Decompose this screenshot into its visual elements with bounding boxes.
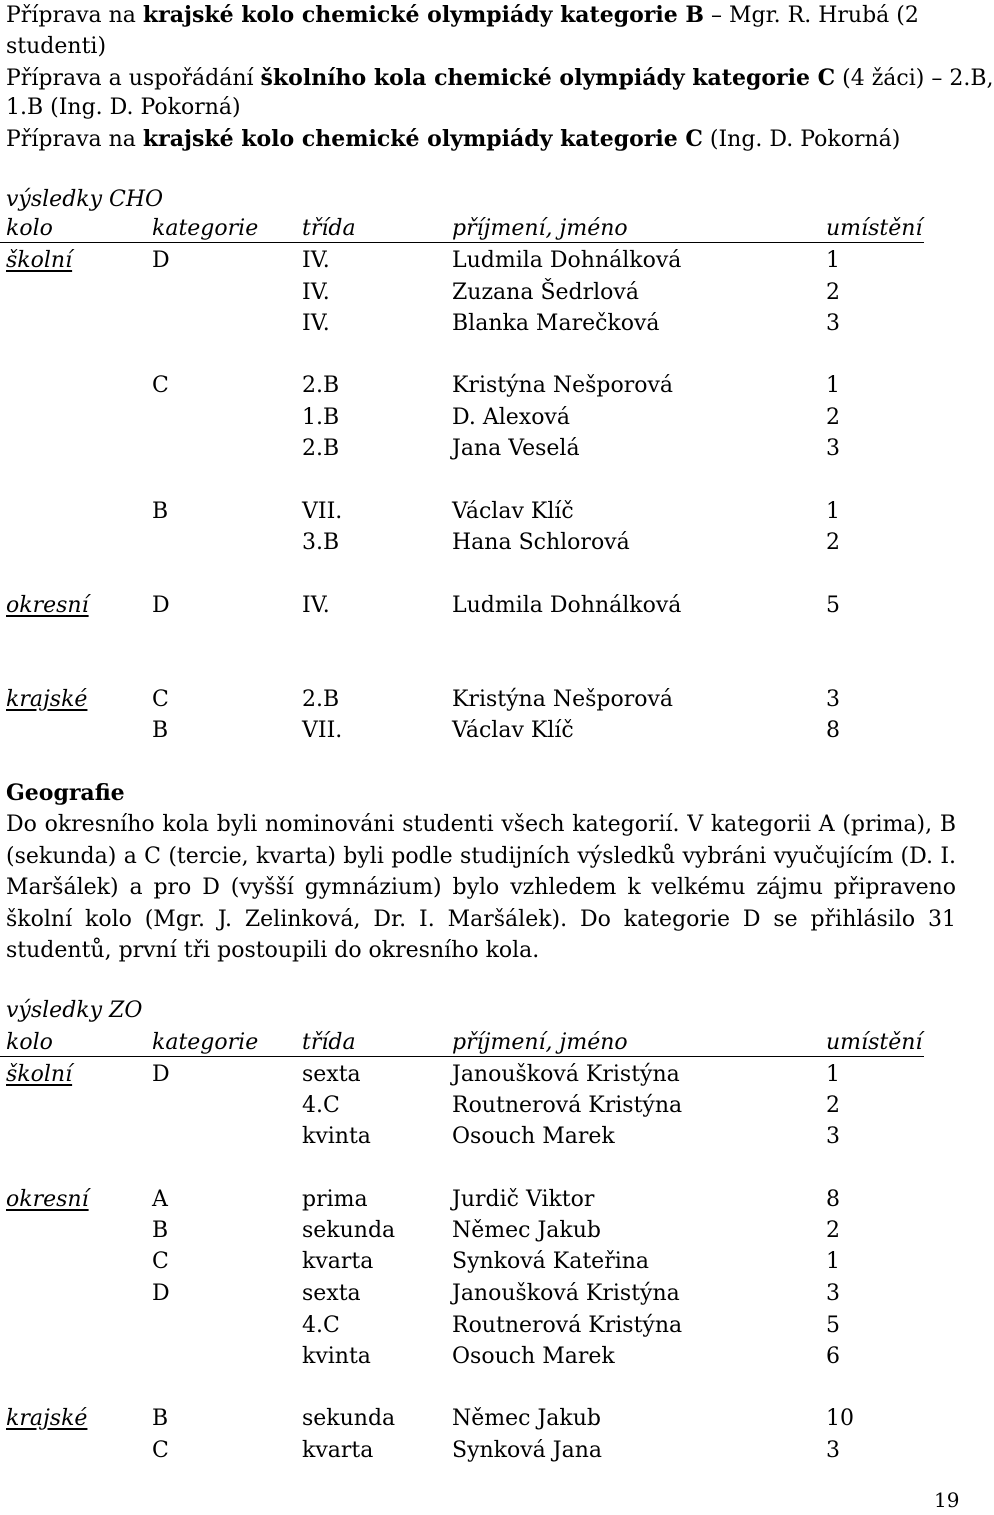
table-row xyxy=(0,1342,960,1372)
cell-umisteni: 1 xyxy=(826,1249,840,1274)
cell-trida: IV. xyxy=(302,280,330,305)
cell-kolo: okresní xyxy=(6,1187,89,1212)
table-row xyxy=(0,1122,960,1152)
intro-line-5 xyxy=(6,125,900,154)
cell-jmeno: Kristýna Nešporová xyxy=(452,687,674,712)
table-row xyxy=(0,1091,960,1121)
cell-kategorie: C xyxy=(152,1249,169,1274)
cell-umisteni: 2 xyxy=(826,1218,840,1243)
cell-jmeno: Jurdič Viktor xyxy=(452,1187,595,1212)
cell-kategorie: D xyxy=(152,1062,170,1087)
cell-umisteni: 2 xyxy=(826,280,840,305)
cell-trida: kvarta xyxy=(302,1249,374,1274)
header-umisteni: umístění xyxy=(826,1030,923,1055)
table-row xyxy=(0,309,960,339)
intro-line-3 xyxy=(6,64,994,93)
table-row xyxy=(0,403,960,433)
header-kategorie: kategorie xyxy=(152,216,259,241)
cell-trida: sexta xyxy=(302,1062,361,1087)
cell-umisteni: 5 xyxy=(826,593,840,618)
cell-kolo: krajské xyxy=(6,687,88,712)
header-kolo: kolo xyxy=(6,1030,53,1055)
table-row xyxy=(0,528,960,558)
zo-header-rule xyxy=(0,1056,924,1057)
cell-trida: 3.B xyxy=(302,530,340,555)
cell-umisteni: 5 xyxy=(826,1313,840,1338)
cell-trida: 2.B xyxy=(302,687,340,712)
zo-title: výsledky ZO xyxy=(6,998,143,1023)
cell-trida: kvinta xyxy=(302,1124,371,1149)
cell-kategorie: D xyxy=(152,248,170,273)
intro-bold: školního kola chemické olympiády kategorie C xyxy=(260,65,836,91)
cell-jmeno: Janoušková Kristýna xyxy=(452,1281,680,1306)
intro-text: (4 žáci) – 2.B, xyxy=(835,66,994,91)
cho-header-row xyxy=(0,214,960,244)
cell-kategorie: B xyxy=(152,499,169,524)
cell-jmeno: Synková Jana xyxy=(452,1438,603,1463)
section-heading xyxy=(6,779,125,808)
cell-jmeno: Hana Schlorová xyxy=(452,530,630,555)
cell-jmeno: Routnerová Kristýna xyxy=(452,1093,683,1118)
header-kolo: kolo xyxy=(6,216,53,241)
cho-header-rule xyxy=(0,242,924,243)
table-row xyxy=(0,1311,960,1341)
table-row xyxy=(0,246,960,276)
cell-umisteni: 3 xyxy=(826,1281,840,1306)
intro-text: – Mgr. R. Hrubá (2 xyxy=(703,3,919,28)
cell-kategorie: C xyxy=(152,1438,169,1463)
cell-umisteni: 3 xyxy=(826,1438,840,1463)
cell-umisteni: 2 xyxy=(826,530,840,555)
cell-kolo: okresní xyxy=(6,593,89,618)
intro-text: 1.B (Ing. D. Pokorná) xyxy=(6,95,241,120)
cell-trida: 2.B xyxy=(302,373,340,398)
intro-text: Příprava a uspořádání xyxy=(6,66,261,91)
table-row xyxy=(0,497,960,527)
intro-line-2 xyxy=(6,33,106,61)
cell-umisteni: 3 xyxy=(826,687,840,712)
table-row xyxy=(0,1247,960,1277)
cell-jmeno: Ludmila Dohnálková xyxy=(452,593,682,618)
cell-kategorie: B xyxy=(152,1218,169,1243)
table-row xyxy=(0,371,960,401)
cell-trida: prima xyxy=(302,1187,368,1212)
zo-header-row xyxy=(0,1028,960,1058)
intro-text: Příprava na xyxy=(6,3,143,28)
table-row xyxy=(0,591,960,621)
cell-kategorie: D xyxy=(152,593,170,618)
cell-jmeno: Václav Klíč xyxy=(452,499,574,524)
cell-jmeno: Janoušková Kristýna xyxy=(452,1062,680,1087)
cell-kolo: krajské xyxy=(6,1406,88,1431)
cell-jmeno: Ludmila Dohnálková xyxy=(452,248,682,273)
cell-jmeno: Němec Jakub xyxy=(452,1406,601,1431)
cell-trida: VII. xyxy=(302,499,343,524)
cell-umisteni: 1 xyxy=(826,248,840,273)
intro-text: Příprava na xyxy=(6,127,143,152)
cell-jmeno: Blanka Marečková xyxy=(452,311,660,336)
cho-title: výsledky CHO xyxy=(6,187,164,212)
header-trida: třída xyxy=(302,1030,356,1055)
cell-trida: 1.B xyxy=(302,405,340,430)
intro-text: studenti) xyxy=(6,34,107,59)
cell-jmeno: Osouch Marek xyxy=(452,1124,615,1149)
cell-umisteni: 2 xyxy=(826,405,840,430)
table-row xyxy=(0,278,960,308)
header-jmeno: příjmení, jméno xyxy=(452,216,628,241)
intro-text: (Ing. D. Pokorná) xyxy=(702,127,901,152)
cell-umisteni: 8 xyxy=(826,1187,840,1212)
cell-trida: 2.B xyxy=(302,436,340,461)
cell-jmeno: Václav Klíč xyxy=(452,718,574,743)
header-kategorie: kategorie xyxy=(152,1030,259,1055)
table-row xyxy=(0,1436,960,1466)
cell-jmeno: Kristýna Nešporová xyxy=(452,373,674,398)
intro-bold: krajské kolo chemické olympiády kategorie B xyxy=(142,2,704,28)
cell-kolo: školní xyxy=(6,1062,73,1087)
table-row xyxy=(0,1060,960,1090)
table-row xyxy=(0,1279,960,1309)
cell-trida: 4.C xyxy=(302,1313,340,1338)
cell-umisteni: 2 xyxy=(826,1093,840,1118)
cell-kategorie: B xyxy=(152,1406,169,1431)
cell-jmeno: Němec Jakub xyxy=(452,1218,601,1243)
cell-umisteni: 1 xyxy=(826,373,840,398)
cell-kategorie: C xyxy=(152,687,169,712)
header-trida: třída xyxy=(302,216,356,241)
cell-umisteni: 6 xyxy=(826,1344,840,1369)
cell-kategorie: B xyxy=(152,718,169,743)
cell-umisteni: 1 xyxy=(826,1062,840,1087)
geografie-paragraph: Do okresního kola byli nominováni studenti všech kategorií. V kategorii A (prima), B (sekunda) a C (tercie, kvarta) byli podle studijních výsledků vybráni vyučujícím (D. I. Maršálek) a pro D (vyšší gymnázium) bylo vzhledem k velkému zájmu připraveno školní kolo (Mgr. J. Zelinková, Dr. I. Maršálek). Do kategorie D se přihlásilo 31 studentů, první tři postoupili do okresního kola. xyxy=(6,812,956,963)
cell-jmeno: Routnerová Kristýna xyxy=(452,1313,683,1338)
intro-line-1 xyxy=(6,1,919,30)
table-row xyxy=(0,1216,960,1246)
cell-umisteni: 8 xyxy=(826,718,840,743)
header-umisteni: umístění xyxy=(826,216,923,241)
cell-umisteni: 3 xyxy=(826,1124,840,1149)
cell-jmeno: Jana Veselá xyxy=(452,436,580,461)
cell-trida: IV. xyxy=(302,311,330,336)
cell-trida: VII. xyxy=(302,718,343,743)
table-row xyxy=(0,434,960,464)
cell-trida: kvinta xyxy=(302,1344,371,1369)
geografie-heading: Geografie xyxy=(6,780,125,806)
cell-jmeno: Zuzana Šedrlová xyxy=(452,280,639,305)
cell-jmeno: Osouch Marek xyxy=(452,1344,615,1369)
header-jmeno: příjmení, jméno xyxy=(452,1030,628,1055)
cell-trida: sexta xyxy=(302,1281,361,1306)
table-row xyxy=(0,1185,960,1215)
cell-umisteni: 1 xyxy=(826,499,840,524)
cell-kategorie: C xyxy=(152,373,169,398)
cell-jmeno: Synková Kateřina xyxy=(452,1249,650,1274)
cell-trida: IV. xyxy=(302,248,330,273)
cell-trida: sekunda xyxy=(302,1406,396,1431)
cell-trida: IV. xyxy=(302,593,330,618)
intro-bold: krajské kolo chemické olympiády kategorie C xyxy=(142,126,703,152)
table-row xyxy=(0,1404,960,1434)
table-row xyxy=(0,716,960,746)
cell-umisteni: 10 xyxy=(826,1406,854,1431)
table-row xyxy=(0,685,960,715)
cell-kolo: školní xyxy=(6,248,73,273)
page-number: 19 xyxy=(934,1488,960,1512)
cell-umisteni: 3 xyxy=(826,436,840,461)
cell-kategorie: A xyxy=(152,1187,168,1212)
cell-trida: 4.C xyxy=(302,1093,340,1118)
cell-kategorie: D xyxy=(152,1281,170,1306)
intro-line-4 xyxy=(6,94,241,122)
cell-trida: sekunda xyxy=(302,1218,396,1243)
cell-trida: kvarta xyxy=(302,1438,374,1463)
cell-jmeno: D. Alexová xyxy=(452,405,570,430)
cell-umisteni: 3 xyxy=(826,311,840,336)
